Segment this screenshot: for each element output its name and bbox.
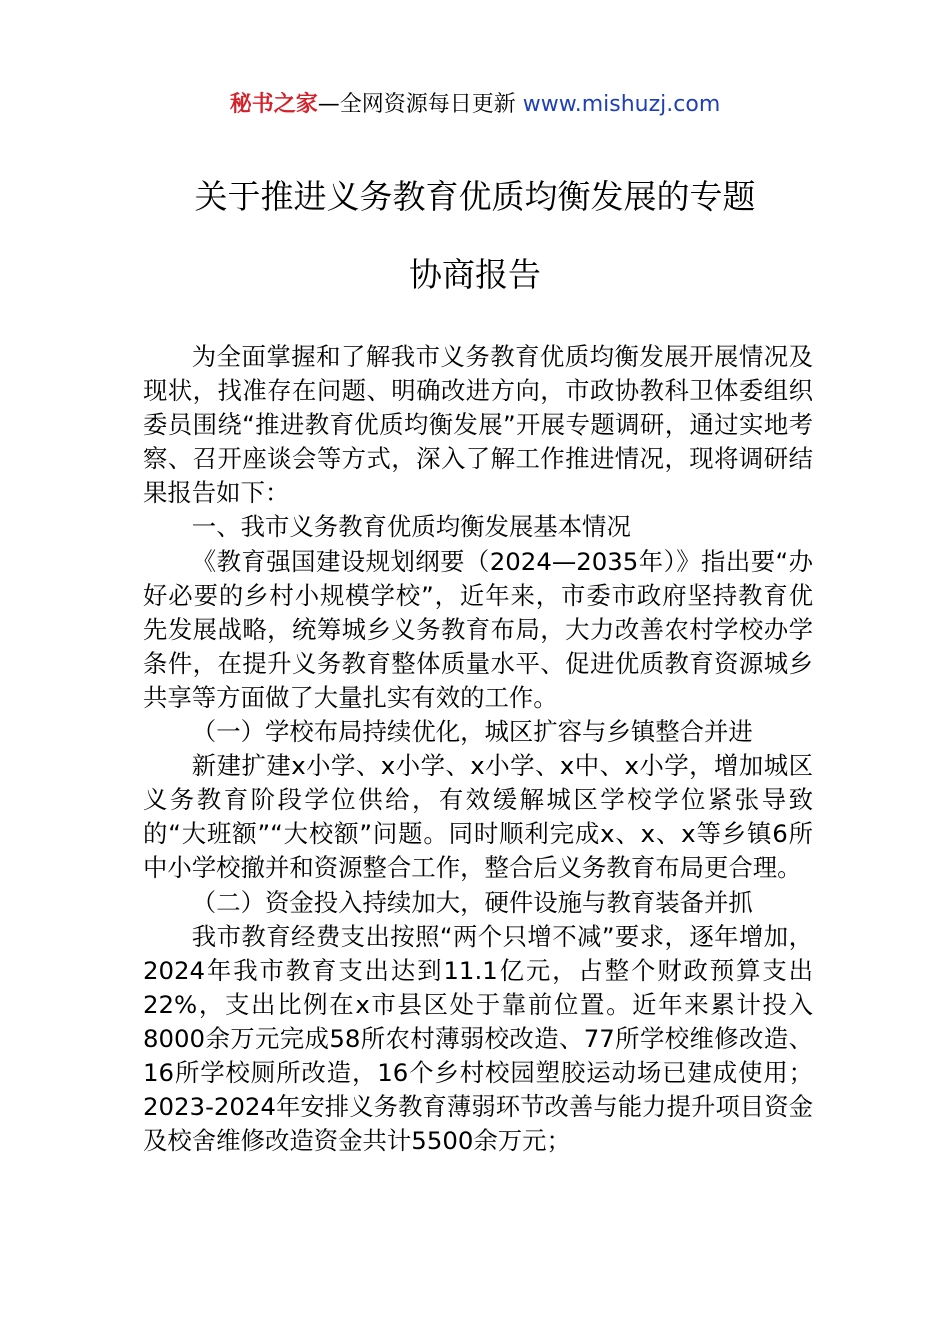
- section-heading-1: 一、我市义务教育优质均衡发展基本情况: [191, 512, 631, 542]
- intro-paragraph: 为全面掌握和了解我市义务教育优质均衡发展开展情况及现状，找准存在问题、明确改进方向，市政协教科卫体委组织委员围绕“推进教育优质均衡发展”开展专题调研，通过实地考察、召开座谈会等方式，深入了解工作推进情况，现将调研结果报告如下：: [143, 342, 813, 508]
- document-title: [0, 158, 950, 314]
- brand-name: 秘书之家: [229, 92, 318, 117]
- body-paragraph: 《教育强国建设规划纲要（2024—2035年）》指出要“办好必要的乡村小规模学校”，近年来，市委市政府坚持教育优先发展战略，统筹城乡义务教育布局，大力改善农村学校办学条件，在提升义务教育整体质量水平、促进优质教育资源城乡共享等方面做了大量扎实有效的工作。: [143, 546, 813, 712]
- subsection-heading-2: （二）资金投入持续加大，硬件设施与教育装备并抓: [191, 887, 753, 917]
- site-url-link[interactable]: www.mishuzj.com: [522, 92, 721, 117]
- site-banner: [0, 88, 950, 122]
- body-paragraph: 新建扩建x小学、x小学、x小学、x中、x小学，增加城区义务教育阶段学位供给，有效缓解城区学校学位紧张导致的“大班额”“大校额”问题。同时顺利完成x、x、x等乡镇6所中小学校撤并和资源整合工作，整合后义务教育布局更合理。: [143, 751, 813, 883]
- subsection-heading-1: （一）学校布局持续优化，城区扩容与乡镇整合并进: [191, 717, 753, 747]
- banner-tagline: —全网资源每日更新: [317, 92, 516, 117]
- body-paragraph: 我市教育经费支出按照“两个只增不减”要求，逐年增加，2024年我市教育支出达到11.1亿元，占整个财政预算支出22%，支出比例在x市县区处于靠前位置。近年来累计投入8000余万元完成58所农村薄弱校改造、77所学校维修改造、16所学校厕所改造，16个乡村校园塑胶运动场已建成使用；2023-2024年安排义务教育薄弱环节改善与能力提升项目资金及校舍维修改造资金共计5500余万元；: [143, 921, 813, 1156]
- title-line-2: 协商报告: [409, 255, 541, 294]
- title-line-1: 关于推进义务教育优质均衡发展的专题: [194, 177, 756, 216]
- document-body: [143, 340, 813, 1158]
